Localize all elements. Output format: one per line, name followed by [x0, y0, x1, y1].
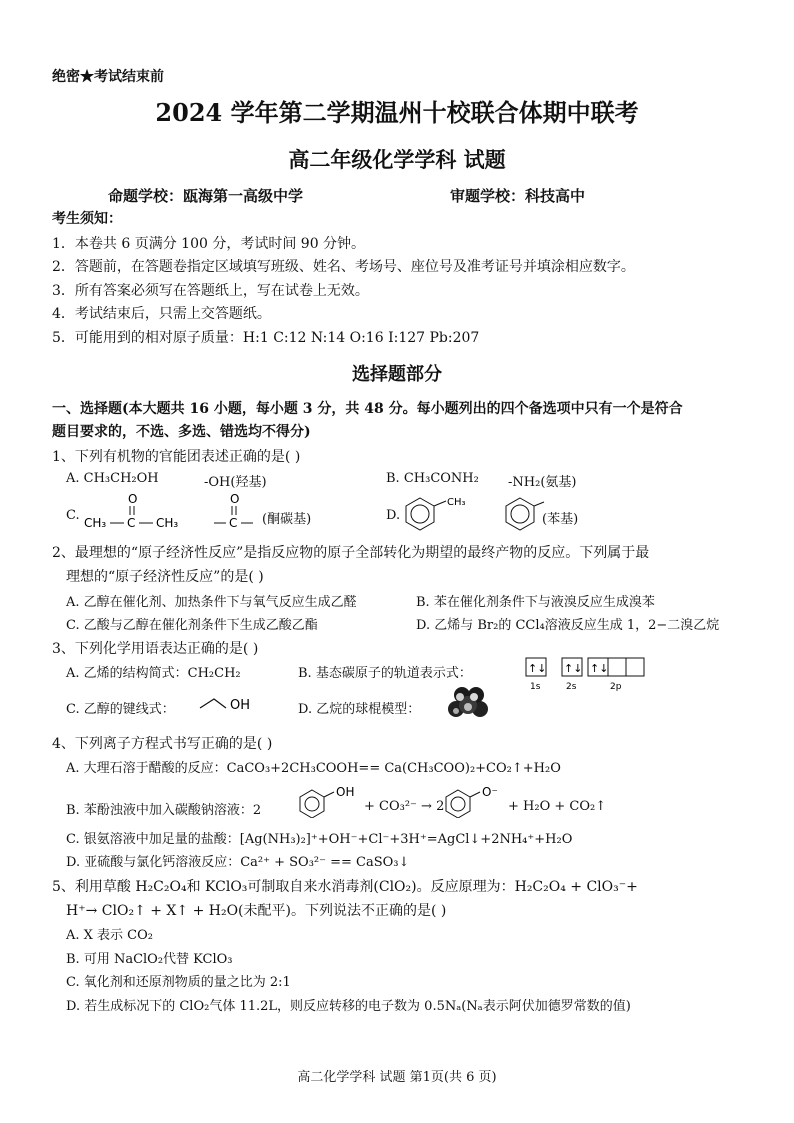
- q2-option-d: D. 乙烯与 Br₂的 CCl₄溶液反应生成 1，2−二溴乙烷: [416, 618, 720, 633]
- notice-item: 2．答题前，在答题卷指定区域填写班级、姓名、考场号、座位号及准考证号并填涂相应数字。: [52, 259, 635, 275]
- notice-item: 4．考试结束后，只需上交答题纸。: [52, 306, 271, 322]
- q4-option-a: A. 大理石溶于醋酸的反应：CaCO₃+2CH₃COOH== Ca(CH₃COO)₂+CO₂↑+H₂O: [66, 761, 561, 776]
- electron-pair: ↑↓: [564, 662, 583, 675]
- hydroxyl-label: OH: [230, 698, 251, 713]
- q1-option-c-label: C.: [66, 508, 80, 523]
- q5-option-a: A. X 表示 CO₂: [66, 928, 153, 943]
- question-1-stem: 1、下列有机物的官能团表述正确的是( ): [52, 449, 301, 465]
- carbon-atom: C: [229, 516, 238, 530]
- question-5-stem: 5、利用草酸 H₂C₂O₄和 KClO₃可制取自来水消毒剂(ClO₂)。反应原理为：H₂C₂O₄ + ClO₃⁻+: [52, 879, 638, 895]
- phenol-structure: [298, 784, 362, 818]
- q2-option-c: C. 乙酸与乙醇在催化剂条件下生成乙酸乙酯: [66, 618, 318, 633]
- orbital-label-2s: 2s: [566, 682, 577, 692]
- q1-option-b: B. CH₃CONH₂: [386, 471, 479, 486]
- hydroxyl-label: OH: [336, 785, 355, 799]
- notice-item: 1．本卷共 6 页满分 100 分，考试时间 90 分钟。: [52, 236, 366, 252]
- page-footer: 高二化学学科 试题 第1页(共 6 页): [297, 1070, 497, 1085]
- phenoxide-label: O⁻: [482, 785, 498, 799]
- q3-option-d: D. 乙烷的球棍模型：: [298, 702, 421, 717]
- q5-option-d: D. 若生成标况下的 ClO₂气体 11.2L，则反应转移的电子数为 0.5Nₐ(Nₐ表示阿伏加德罗常数的值): [66, 999, 631, 1014]
- q1-option-b-desc: -NH₂(氨基): [508, 475, 577, 490]
- question-4-stem: 4、下列离子方程式书写正确的是( ): [52, 736, 273, 752]
- carbon-atom: C: [127, 516, 136, 530]
- q3-option-a: A. 乙烯的结构简式：CH₂CH₂: [66, 666, 241, 681]
- q2-option-a: A. 乙醇在催化剂、加热条件下与氧气反应生成乙醛: [66, 595, 357, 610]
- orbital-diagram: [524, 656, 648, 692]
- q4-option-b-middle: + CO₃²⁻ → 2: [364, 799, 445, 814]
- q1-option-a: A. CH₃CH₂OH: [66, 471, 159, 486]
- orbital-label-2p: 2p: [610, 682, 622, 692]
- q1-option-d-desc: (苯基): [542, 512, 579, 527]
- q2-option-b: B. 苯在催化剂条件下与液溴反应生成溴苯: [416, 595, 655, 610]
- methyl-left: CH₃: [84, 516, 107, 530]
- ethane-ball-stick-model: [444, 683, 492, 723]
- oxygen-atom: O: [128, 492, 138, 506]
- q5-option-c: C. 氧化剂和还原剂物质的量之比为 2:1: [66, 975, 291, 990]
- question-3-stem: 3、下列化学用语表达正确的是( ): [52, 641, 259, 657]
- electron-pair: ↑↓: [590, 662, 609, 675]
- acetone-structure: [80, 490, 190, 534]
- secret-label: 绝密★考试结束前: [52, 69, 164, 85]
- page-subtitle: 高二年级化学学科 试题: [288, 147, 506, 172]
- carbonyl-structure: [210, 490, 260, 534]
- notice-item: 3．所有答案必须写在答题纸上，写在试卷上无效。: [52, 283, 369, 299]
- part-heading: 一、选择题(本大题共 16 小题，每小题 3 分，共 48 分。每小题列出的四个备选项中只有一个是符合: [52, 401, 683, 417]
- q4-option-b-end: + H₂O + CO₂↑: [508, 799, 607, 814]
- electron-pair: ↑↓: [528, 662, 547, 675]
- orbital-label-1s: 1s: [530, 682, 541, 692]
- oxygen-atom: O: [230, 492, 240, 506]
- q4-option-d: D. 亚硫酸与氯化钙溶液反应：Ca²⁺ + SO₃²⁻ == CaSO₃↓: [66, 855, 410, 870]
- part-heading: 题目要求的，不选、多选、错选均不得分): [52, 424, 311, 440]
- notice-item: 5．可能用到的相对原子质量：H:1 C:12 N:14 O:16 I:127 Pb:207: [52, 330, 480, 346]
- q1-option-c-desc: (酮碳基): [262, 512, 312, 527]
- q4-option-b: B. 苯酚浊液中加入碳酸钠溶液：2: [66, 803, 262, 818]
- question-2-stem: 理想的“原子经济性反应”的是( ): [66, 569, 264, 585]
- q3-option-b: B. 基态碳原子的轨道表示式：: [298, 666, 472, 681]
- methyl-right: CH₃: [156, 516, 179, 530]
- question-5-stem: H⁺→ ClO₂↑ + X↑ + H₂O(未配平)。下列说法不正确的是( ): [66, 903, 447, 919]
- ethanol-line-structure: [196, 690, 272, 714]
- notice-heading: 考生须知：: [52, 211, 122, 227]
- q1-option-d-label: D.: [386, 508, 401, 523]
- review-school: 审题学校：科技高中: [450, 187, 586, 205]
- q1-option-a-desc: -OH(羟基): [204, 475, 267, 490]
- question-2-stem: 2、最理想的“原子经济性反应”是指反应物的原子全部转化为期望的最终产物的反应。下列属于最: [52, 545, 650, 561]
- phenoxide-structure: [444, 784, 500, 818]
- page-title: 2024 学年第二学期温州十校联合体期中联考: [155, 98, 639, 127]
- author-school: 命题学校：瓯海第一高级中学: [108, 187, 304, 205]
- methyl-group: CH₃: [447, 497, 466, 508]
- q5-option-b: B. 可用 NaClO₂代替 KClO₃: [66, 952, 233, 967]
- section-title: 选择题部分: [352, 364, 442, 385]
- q4-option-c: C. 银氨溶液中加足量的盐酸：[Ag(NH₃)₂]⁺+OH⁻+Cl⁻+3H⁺=AgCl↓+2NH₄⁺+H₂O: [66, 832, 573, 847]
- toluene-structure: [398, 494, 474, 536]
- q3-option-c: C. 乙醇的键线式：: [66, 702, 175, 717]
